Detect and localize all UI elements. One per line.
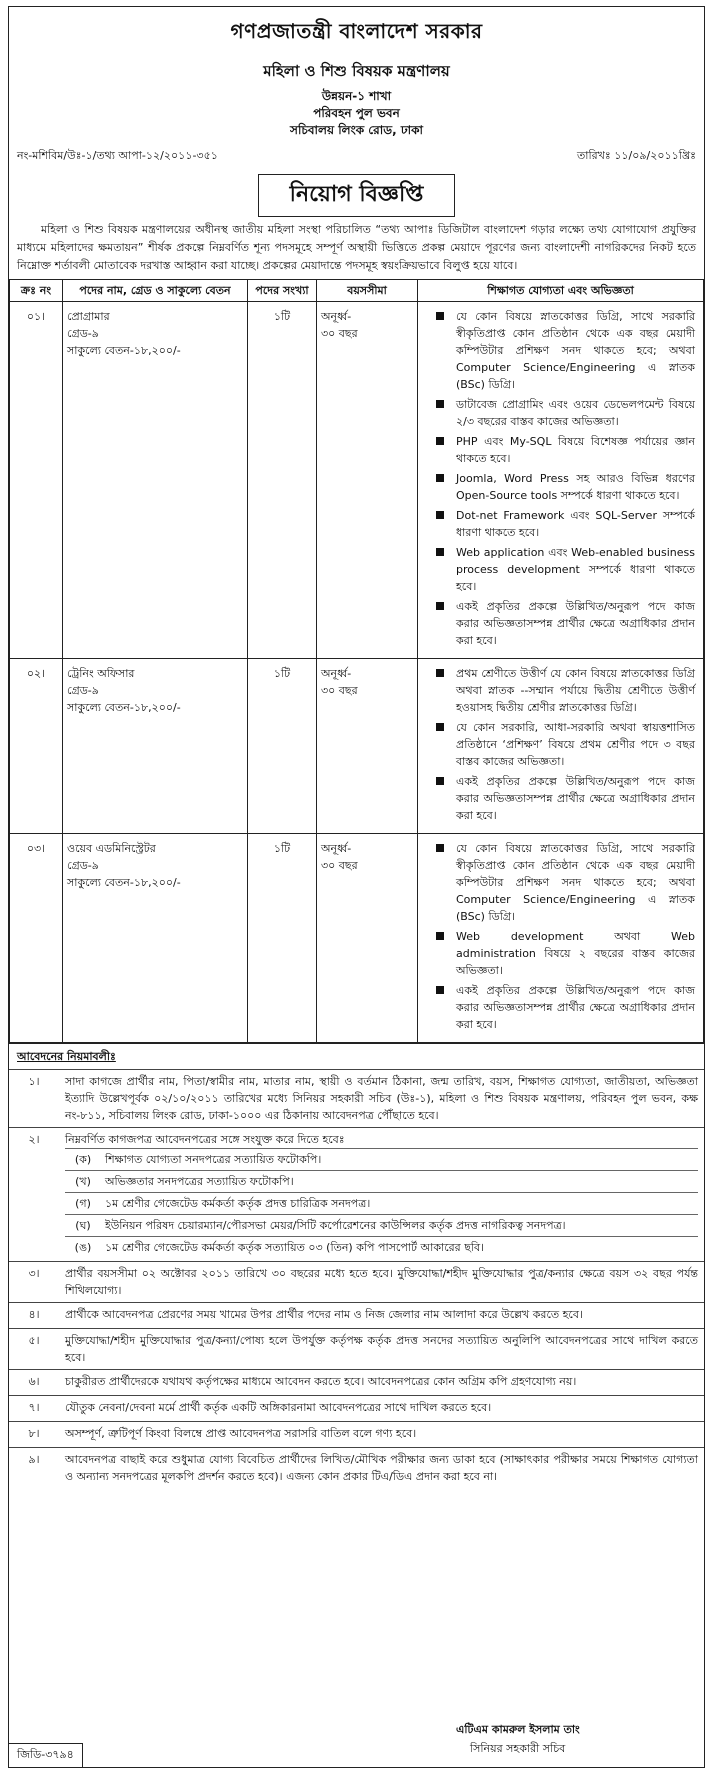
rule-text: প্রার্থীর বয়সসীমা ০২ অক্টোবর ২০১১ তারিখে ৩০ বছরের মধ্যে হতে হবে। মুক্তিযোদ্ধা/শহীদ মুক্তিযোদ্ধার পুত্র/কন্যার ক্ষেত্রে বয়স ৩২ বছর পর্যন্ত শিথিলযোগ্য। [65,1267,698,1297]
rule-body [59,1128,704,1261]
intro-paragraph: মহিলা ও শিশু বিষয়ক মন্ত্রণালয়ের অধীনস্থ জাতীয় মহিলা সংস্থা পরিচালিত “তথ্য আপাঃ ডিজিটাল বাংলাদেশ গড়ার লক্ষ্যে তথ্য যোগাযোগ প্রযুক্তির মাধ্যমে মহিলাদের ক্ষমতায়ন” শীর্ষক প্রকল্পে নিম্নবর্ণিত শূন্য পদসমূহে সম্পূর্ণ অস্থায়ী ভিত্তিতে প্রকল্প মেয়াদে পূরণের জন্য বাংলাদেশী নাগরিকদের নিকট হতে নিম্নোক্ত শর্তাবলী মোতাবেক দরখাস্ত আহ্বান করা যাচ্ছে। প্রকল্পের মেয়াদান্তে পদসমূহ স্বয়ংক্রিয়ভাবে বিলুপ্ত হয়ে যাবে। [17,223,696,272]
rule-number: ৪। [28,1308,40,1321]
qualification-item: যে কোন সরকারি, আধা-সরকারি অথবা স্বায়ত্তশাসিত প্রতিষ্ঠানে ‘প্রশিক্ষণ’ বিষয়ে প্রথম শ্রেণীর পদে ৩ বছর বাস্তব কাজের অভিজ্ঞতা। [436,719,695,770]
document-text: শিক্ষাগত যোগ্যতা সনদপত্রের সত্যায়িত ফটোকপি। [105,1153,322,1166]
post-salary: সাকুল্যে বেতন-১৮,২০০/- [67,876,181,889]
rule-text: মুক্তিযোদ্ধা/শহীদ মুক্তিযোদ্ধার পুত্র/কন্যা/পোষ্য হলে উপর্যুক্ত কর্তৃপক্ষ কর্তৃক প্রদত্ত সনদের সত্যায়িত অনুলিপি আবেদনপত্রের সাথে দাখিল করতে হবে। [65,1334,698,1364]
rule-item [9,1369,704,1395]
rule-number: ৫। [28,1334,40,1347]
building-name: পরিবহন পুল ভবন [313,106,400,120]
signatory-designation: সিনিয়র সহকারী সচিব [470,1742,566,1755]
document-label: (ক) [74,1153,92,1166]
rule-text: নিম্নবর্ণিত কাগজপত্র আবেদনপত্রের সঙ্গে সংযুক্ত করে দিতে হবেঃ [65,1133,345,1146]
rule-item [9,1447,704,1488]
post-count: ১টি [248,659,317,834]
post-cell [63,302,248,659]
government-title: গণপ্রজাতন্ত্রী বাংলাদেশ সরকার [230,19,483,43]
col-serial: ক্রঃ নং [10,280,63,302]
rule-number: ১। [28,1075,40,1088]
row-serial: ০১। [10,302,63,659]
memo-date: তারিখঃ ১১/০৯/২০১১খ্রিঃ [577,149,696,162]
qualification-list [422,665,699,824]
document-item [65,1236,698,1258]
qualification-item: যে কোন বিষয়ে স্নাতকোত্তর ডিগ্রি, সাথে সরকারি স্বীকৃতিপ্রাপ্ত কোন প্রতিষ্ঠান থেকে এক বছর মেয়াদী কম্পিউটার প্রশিক্ষণ সনদ থাকতে হবে; অথবা Computer Science/Engineering এ স্নাতক (BSc) ডিগ্রি। [436,840,695,925]
table-row [10,834,704,1043]
col-count: পদের সংখ্যা [248,280,317,302]
age-cell [317,834,418,1043]
post-name: ওয়েব এডমিনিস্ট্রেটর [67,842,156,855]
rule-text: অসম্পূর্ণ, ত্রুটিপূর্ণ কিংবা বিলম্বে প্রাপ্ত আবেদনপত্র সরাসরি বাতিল বলে গণ্য হবে। [65,1427,417,1440]
qualification-item: Web development অথবা Web administration বিষয়ে ২ বছরের বাস্তব কাজের অভিজ্ঞতা। [436,928,695,979]
post-cell [63,659,248,834]
rule-number: ৩। [28,1267,40,1280]
post-cell [63,834,248,1043]
rule-item [9,1261,704,1302]
qualification-item: Web application এবং Web-enabled business process development সম্পর্কে ধারণা থাকতে হবে। [436,544,695,595]
age-value: ৩০ বছর [321,684,358,697]
qualification-item: ডাটাবেজ প্রোগ্রামিং এবং ওয়েব ডেভেলপমেন্ট বিষয়ে ২/৩ বছরের বাস্তব কাজের অভিজ্ঞতা। [436,396,695,430]
office-address: সচিবালয় লিংক রোড, ঢাকা [290,123,423,137]
signature-block [456,1721,686,1759]
rule-number: ৮। [28,1427,40,1440]
qualification-item: যে কোন বিষয়ে স্নাতকোত্তর ডিগ্রি, সাথে সরকারি স্বীকৃতিপ্রাপ্ত কোন প্রতিষ্ঠান থেকে এক বছর মেয়াদী কম্পিউটার প্রশিক্ষণ সনদ থাকতে হবে; অথবা Computer Science/Engineering এ স্নাতক (BSc) ডিগ্রি। [436,308,695,393]
qualification-item: Joomla, Word Press সহ আরও বিভিন্ন ধরণের Open-Source tools সম্পর্কে ধারণা থাকতে হবে। [436,470,695,504]
header [9,17,704,139]
rule-item [9,1127,704,1261]
document-item [65,1192,698,1214]
qualification-item: PHP এবং My-SQL বিষয়ে বিশেষজ্ঞ পর্যায়ের জ্ঞান থাকতে হবে। [436,433,695,467]
rule-text: সাদা কাগজে প্রার্থীর নাম, পিতা/স্বামীর নাম, মাতার নাম, স্থায়ী ও বর্তমান ঠিকানা, জন্ম তারিখ, বয়স, শিক্ষাগত যোগ্যতা, জাতীয়তা, অভিজ্ঞতা ইত্যাদি উল্লেখপূর্বক ০২/১০/২০১১ তারিখের মধ্যে সিনিয়র সহকারী সচিব (উঃ-১), মহিলা ও শিশু বিষয়ক মন্ত্রণালয়, পরিবহন পুল ভবন, কক্ষ নং-৮১১, সচিবালয় লিংক রোড, ঢাকা-১০০০ এর ঠিকানায় আবেদনপত্র পৌঁছাতে হবে। [65,1075,698,1122]
qualification-item: প্রথম শ্রেণীতে উত্তীর্ণ যে কোন বিষয়ে স্নাতকোত্তর ডিগ্রি অথবা স্নাতক --সম্মান পর্যায়ে দ্বিতীয় শ্রেণীতে উত্তীর্ণ হওয়াসহ দ্বিতীয় শ্রেণীর স্নাতকোত্তর ডিগ্রি। [436,665,695,716]
row-serial: ০২। [10,659,63,834]
post-count: ১টি [248,302,317,659]
ministry-name: মহিলা ও শিশু বিষয়ক মন্ত্রণালয় [263,62,450,80]
post-grade: গ্রেড-৯ [67,859,99,872]
posts-table [9,279,704,1043]
rule-item [9,1069,704,1127]
rule-text: যৌতুক নেবনা/দেবনা মর্মে প্রার্থী কর্তৃক একটি অঙ্গিকারনামা আবেদনপত্রের সাথে দাখিল করতে হবে। [65,1401,492,1414]
age-label: অনূর্ধ্ব- [321,667,352,680]
table-row [10,302,704,659]
table-row [10,659,704,834]
row-serial: ০৩। [10,834,63,1043]
post-grade: গ্রেড-৯ [67,684,99,697]
rule-item [9,1302,704,1328]
application-rules [9,1043,704,1488]
document-item [65,1148,698,1170]
age-label: অনূর্ধ্ব- [321,842,352,855]
rules-heading: আবেদনের নিয়মাবলীঃ [9,1043,704,1069]
signatory-name: এটিএম কামরুল ইসলাম তাং [456,1723,580,1736]
qualification-cell [418,302,704,659]
document-text: অভিজ্ঞতার সনদপত্রের সত্যায়িত ফটোকপি। [105,1175,294,1188]
post-name: ট্রেনিং অফিসার [67,667,135,680]
age-cell [317,302,418,659]
notice-title: নিয়োগ বিজ্ঞপ্তি [258,174,455,217]
document-label: (ঘ) [75,1219,91,1232]
branch-name: উন্নয়ন-১ শাখা [321,89,392,103]
document-label: (ঙ) [74,1241,92,1254]
post-name: প্রোগ্রামার [67,310,110,323]
qualification-item: একই প্রকৃতির প্রকল্পে উল্লিখিত/অনুরূপ পদে কাজ করার অভিজ্ঞতাসম্পন্ন প্রার্থীর ক্ষেত্রে অগ্রাধিকার প্রদান করা হবে। [436,982,695,1033]
post-salary: সাকুল্যে বেতন-১৮,২০০/- [67,701,181,714]
rule-item [9,1421,704,1447]
col-qualification: শিক্ষাগত যোগ্যতা এবং অভিজ্ঞতা [418,280,704,302]
age-value: ৩০ বছর [321,327,358,340]
post-salary: সাকুল্যে বেতন-১৮,২০০/- [67,344,181,357]
rule-text: আবেদনপত্র বাছাই করে শুধুমাত্র যোগ্য বিবেচিত প্রার্থীদের লিখিত/মৌখিক পরীক্ষার জন্য ডাকা হবে (সাক্ষাৎকার পরীক্ষার সময়ে শিক্ষাগত যোগ্যতা ও অন্যান্য সনদপত্রের মূলকপি প্রদর্শন করতে হবে)। এজন্য কোন প্রকার টিএ/ডিএ প্রদান করা হবে না। [65,1453,698,1483]
document-text: ১ম শ্রেণীর গেজেটেড কর্মকর্তা কর্তৃক প্রদত্ত চারিত্রিক সনদপত্র। [105,1197,371,1210]
rule-number: ৭। [28,1401,40,1414]
age-label: অনূর্ধ্ব- [321,310,352,323]
rule-item [9,1395,704,1421]
qualification-cell [418,834,704,1043]
gd-number: জিডি-৩৭৯৪ [9,1743,83,1767]
memo-number: নং-মশিবিম/উঃ-১/তথ্য আপা-১২/২০১১-৩৫১ [17,149,218,162]
memo-row [9,145,704,168]
qualification-item: Dot-net Framework এবং SQL-Server সম্পর্কে ধারণা থাকতে হবে। [436,507,695,541]
age-cell [317,659,418,834]
qualification-list [422,308,699,649]
document-item [65,1214,698,1236]
rule-text: চাকুরীরত প্রার্থীদেরকে যথাযথ কর্তৃপক্ষের মাধ্যমে আবেদন করতে হবে। আবেদনপত্রের কোন অগ্রিম কপি গ্রহণযোগ্য নয়। [65,1375,577,1388]
document-item [65,1170,698,1192]
post-count: ১টি [248,834,317,1043]
document-label: (খ) [75,1175,91,1188]
qualification-cell [418,659,704,834]
age-value: ৩০ বছর [321,859,358,872]
qualification-list [422,840,699,1033]
qualification-item: একই প্রকৃতির প্রকল্পে উল্লিখিত/অনুরূপ পদে কাজ করার অভিজ্ঞতাসম্পন্ন প্রার্থীর ক্ষেত্রে অগ্রাধিকার প্রদান করা হবে। [436,773,695,824]
rule-number: ৯। [28,1453,40,1466]
notice-page [8,6,705,1768]
rule-text: প্রার্থীকে আবেদনপত্র প্রেরণের সময় খামের উপর প্রার্থীর পদের নাম ও নিজ জেলার নাম আলাদা করে উল্লেখ করতে হবে। [65,1308,583,1321]
rule-number: ৬। [28,1375,40,1388]
qualification-item: একই প্রকৃতির প্রকল্পে উল্লিখিত/অনুরূপ পদে কাজ করার অভিজ্ঞতাসম্পন্ন প্রার্থীর ক্ষেত্রে অগ্রাধিকার প্রদান করা হবে। [436,598,695,649]
document-text: ১ম শ্রেণীর গেজেটেড কর্মকর্তা কর্তৃক সত্যায়িত ০৩ (তিন) কপি পাসপোর্ট আকারের ছবি। [105,1241,485,1254]
col-age: বয়সসীমা [317,280,418,302]
table-header-row [10,280,704,302]
col-post: পদের নাম, গ্রেড ও সাকুল্যে বেতন [63,280,248,302]
document-label: (গ) [75,1197,91,1210]
post-grade: গ্রেড-৯ [67,327,99,340]
rule-number: ২। [28,1133,40,1146]
rule-item [9,1328,704,1369]
document-text: ইউনিয়ন পরিষদ চেয়ারম্যান/পৌরসভা মেয়র/সিটি কর্পোরেশনের কাউন্সিলর কর্তৃক প্রদত্ত নাগরিকত্ব সনদপত্র। [105,1219,566,1232]
